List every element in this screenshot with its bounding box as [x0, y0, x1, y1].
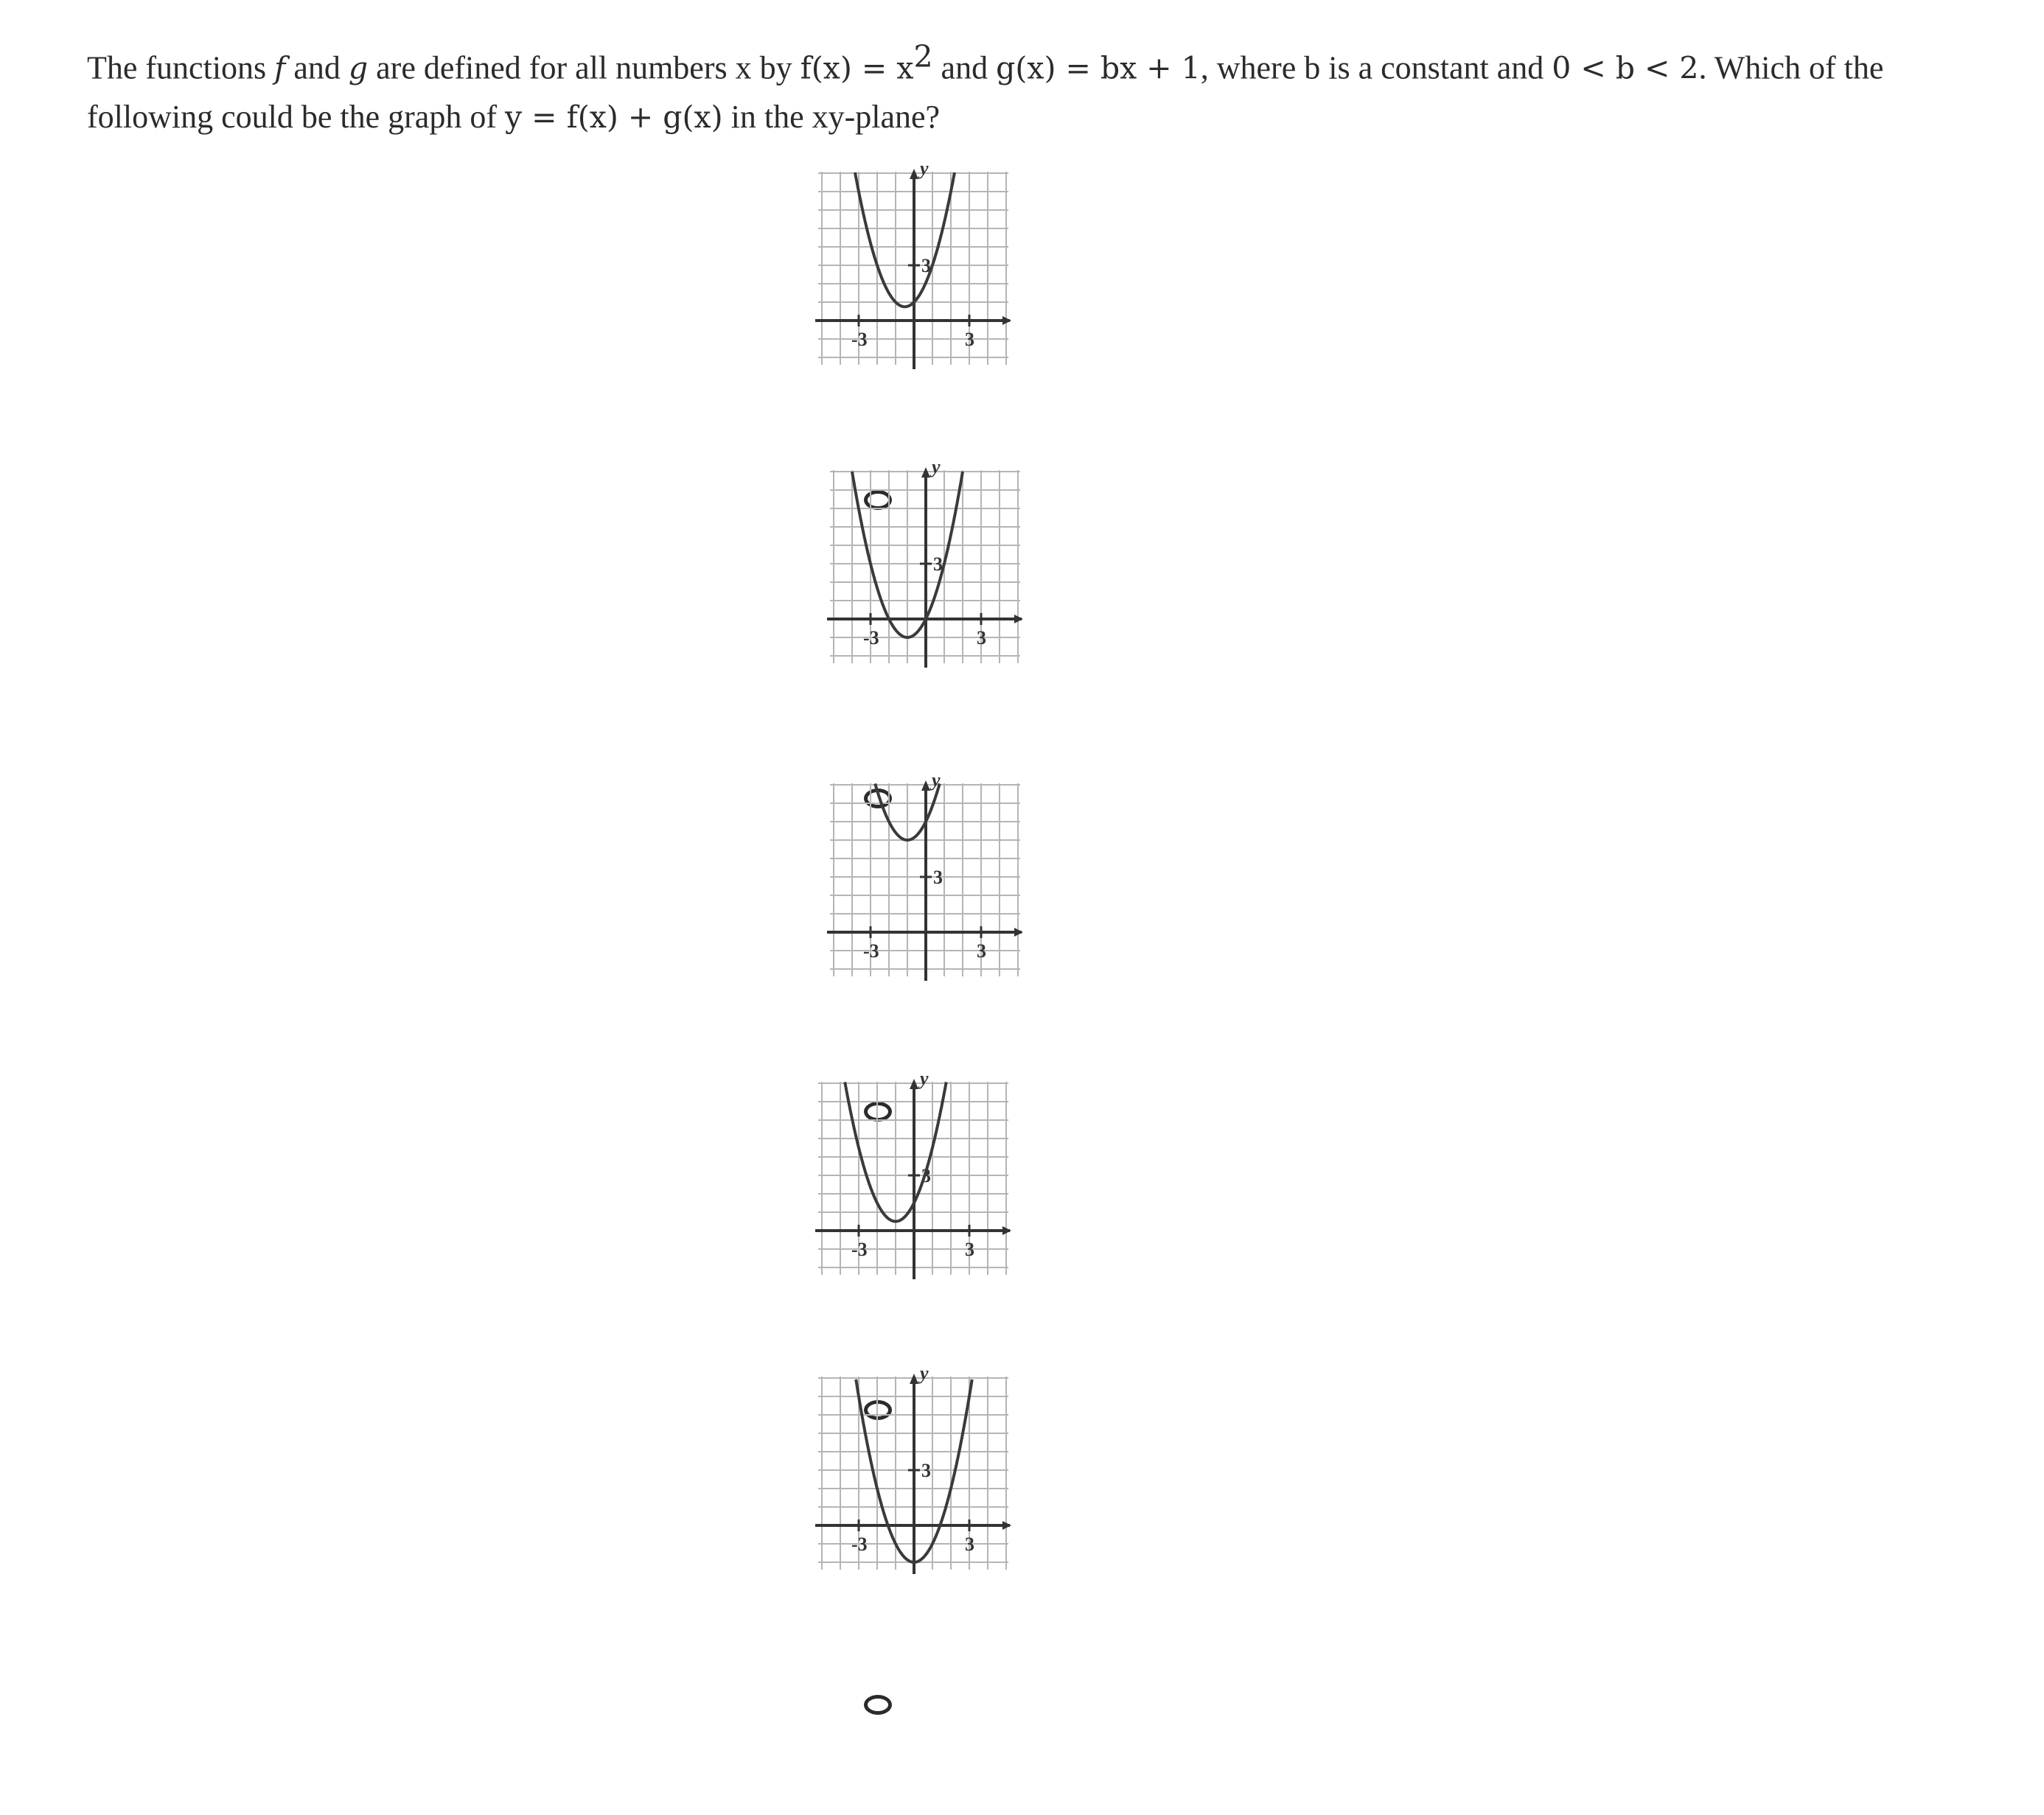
y-tick-label: 3	[933, 867, 943, 888]
x-tick-label-neg: -3	[863, 627, 879, 648]
y-tick-label: 3	[933, 553, 943, 575]
x-tick-label-pos: 3	[977, 627, 986, 648]
parabola-graph	[823, 770, 1029, 991]
x-tick-label-pos: 3	[965, 1239, 974, 1260]
x-tick-label-pos: 3	[977, 940, 986, 962]
parabola-graph	[811, 158, 1017, 380]
x-tick-label-neg: -3	[863, 940, 879, 962]
x-tick-label-neg: -3	[851, 1239, 868, 1260]
radio-button-5[interactable]	[864, 1695, 892, 1715]
x-tick-label-pos: 3	[965, 1534, 974, 1555]
parabola-curve	[855, 172, 955, 307]
y-axis-label: y	[920, 1069, 929, 1089]
y-axis-label: y	[920, 158, 929, 179]
parabola-graph	[811, 1363, 1017, 1584]
graph-3	[823, 770, 1029, 991]
graph-1	[811, 158, 1017, 380]
x-tick-label-neg: -3	[851, 1534, 868, 1555]
y-tick-label: 3	[921, 1165, 931, 1186]
graph-4	[811, 1069, 1017, 1290]
graph-5	[811, 1363, 1017, 1584]
y-tick-label: 3	[921, 1460, 931, 1481]
y-axis-label: y	[932, 457, 941, 478]
parabola-graph	[811, 1069, 1017, 1290]
y-axis-label: y	[920, 1363, 929, 1384]
x-tick-label-pos: 3	[965, 329, 974, 350]
y-tick-label: 3	[921, 255, 931, 276]
x-tick-label-neg: -3	[851, 329, 868, 350]
question-text: The functions f and g are defined for all numbers x by $f(x) = x^2$ and g(x) = bx + 1, where b is a constant and 0 < b < 2. Which of the following could be the graph of y = f(x) + g(x) in the xy-plane?	[87, 39, 1884, 135]
y-axis-label: y	[932, 770, 941, 791]
graph-2	[823, 457, 1029, 678]
parabola-graph	[823, 457, 1029, 678]
